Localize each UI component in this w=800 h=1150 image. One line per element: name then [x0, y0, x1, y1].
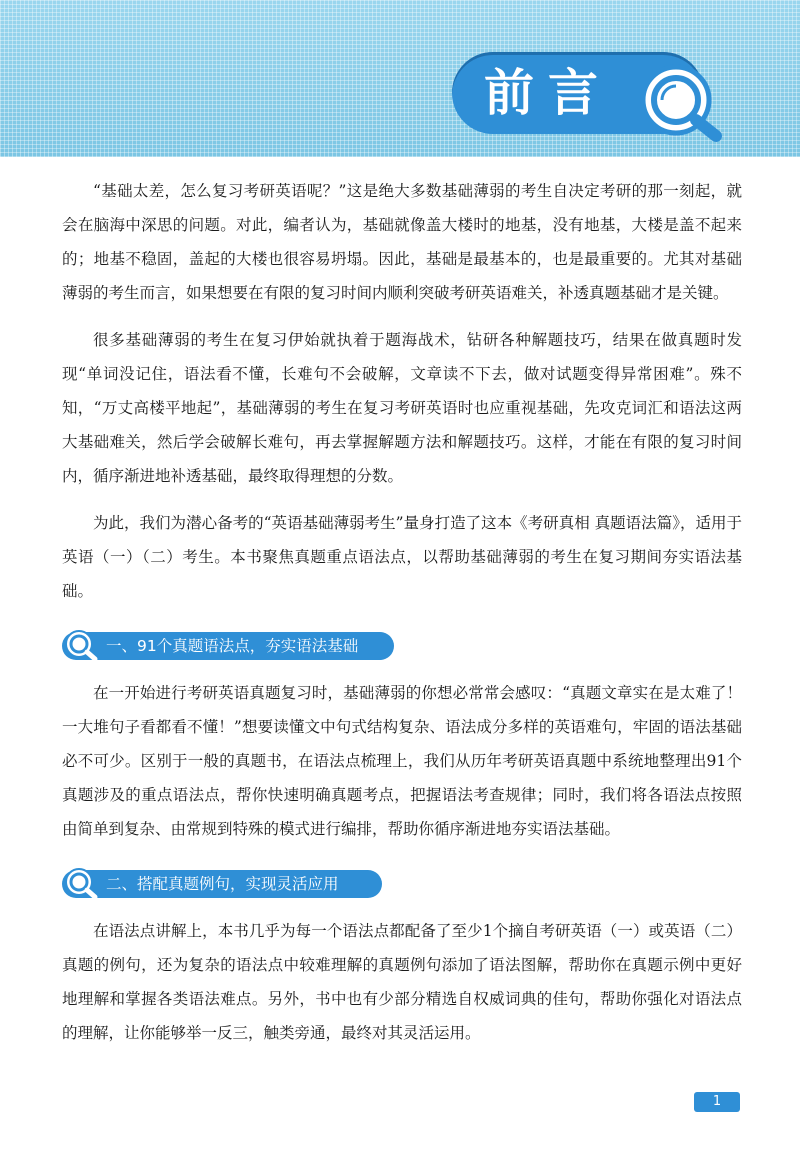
section-2-paragraph: 在语法点讲解上，本书几乎为每一个语法点都配备了至少1个摘自考研英语（一）或英语（二）真题的例句，还为复杂的语法点中较难理解的真题例句添加了语法图解，帮助你在真题示例中更好地理解和掌握各类语法难点。另外，书中也有少部分精选自权威词典的佳句，帮助你强化对语法点的理解，让你能够举一反三，触类旁通，最终对其灵活运用。	[62, 922, 742, 1042]
intro-paragraph-3: 为此，我们为潜心备考的“英语基础薄弱考生”量身打造了这本《考研真相 真题语法篇》，适用于英语（一）（二）考生。本书聚焦真题重点语法点，以帮助基础薄弱的考生在复习期间夯实语法基础。	[62, 514, 742, 600]
magnifier-icon	[632, 60, 742, 144]
section-heading-2	[62, 870, 742, 900]
page-number: 1	[694, 1092, 740, 1112]
section-heading-1	[62, 632, 742, 662]
section-heading-text: 一、91个真题语法点，夯实语法基础	[106, 637, 359, 655]
intro-paragraph-2: 很多基础薄弱的考生在复习伊始就执着于题海战术，钻研各种解题技巧，结果在做真题时发现“单词没记住，语法看不懂，长难句不会破解，文章读不下去，做对试题变得异常困难”。殊不知，“万丈高楼平地起”，基础薄弱的考生在复习考研英语时也应重视基础，先攻克词汇和语法这两大基础难关，然后学会破解长难句，再去掌握解题方法和解题技巧。这样，才能在有限的复习时间内，循序渐进地补透基础，最终取得理想的分数。	[62, 331, 742, 485]
magnifier-icon	[62, 628, 102, 664]
section-heading-text: 二、搭配真题例句，实现灵活应用	[106, 875, 339, 893]
section-1-paragraph: 在一开始进行考研英语真题复习时，基础薄弱的你想必常常会感叹：“真题文章实在是太难了！一大堆句子看都看不懂！”想要读懂文中句式结构复杂、语法成分多样的英语难句，牢固的语法基础必不可少。区别于一般的真题书，在语法点梳理上，我们从历年考研英语真题中系统地整理出91个真题涉及的重点语法点，帮你快速明确真题考点，把握语法考查规律；同时，我们将各语法点按照由简单到复杂、由常规到特殊的模式进行编排，帮助你循序渐进地夯实语法基础。	[62, 684, 742, 838]
intro-paragraph-1: “基础太差，怎么复习考研英语呢？”这是绝大多数基础薄弱的考生自决定考研的那一刻起，就会在脑海中深思的问题。对此，编者认为，基础就像盖大楼时的地基，没有地基，大楼是盖不起来的；地基不稳固，盖起的大楼也很容易坍塌。因此，基础是最基本的，也是最重要的。尤其对基础薄弱的考生而言，如果想要在有限的复习时间内顺利突破考研英语难关，补透真题基础才是关键。	[62, 182, 742, 302]
page-title: 前言	[484, 64, 612, 122]
main-content	[62, 174, 742, 1063]
magnifier-icon	[62, 866, 102, 902]
